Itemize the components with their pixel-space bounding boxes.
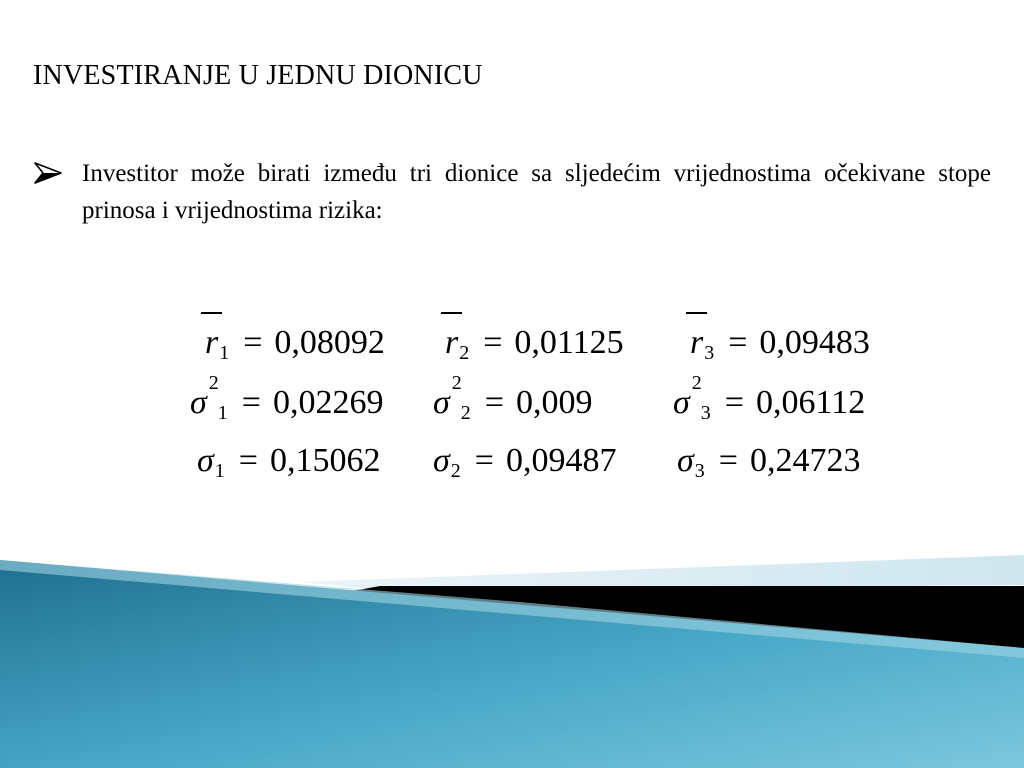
sigma-symbol: σ: [673, 384, 690, 421]
formula-value: 0,02269: [272, 384, 384, 421]
equals-sign: =: [241, 384, 261, 421]
subscript: 1: [214, 459, 225, 482]
equals-sign: =: [238, 442, 258, 479]
subscript: 2: [460, 401, 471, 424]
slide-title: INVESTIRANJE U JEDNU DIONICU: [33, 60, 483, 91]
subscript: 3: [704, 341, 715, 364]
equals-sign: =: [474, 442, 494, 479]
formula-value: 0,009: [515, 384, 593, 421]
footer-decoration: [0, 540, 1024, 768]
formula-value: 0,09483: [759, 324, 870, 361]
formula-var1: [190, 372, 384, 431]
formula-sd3: [677, 433, 860, 489]
subscript: 3: [694, 459, 705, 482]
equals-sign: =: [718, 442, 738, 479]
subscript: 3: [700, 401, 711, 424]
bullet-text: Investitor može birati između tri dionice sa sljedećim vrijednostima očekivane stope prinosa i vrijednostima rizika:: [82, 160, 991, 224]
formula-block: [185, 315, 895, 490]
r-bar-symbol: r: [445, 324, 459, 361]
subscript: 1: [219, 341, 230, 364]
equals-sign: =: [243, 324, 263, 361]
superscript: 2: [208, 372, 219, 394]
subscript: 2: [459, 341, 470, 364]
r-bar-symbol: r: [205, 324, 219, 361]
formula-value: 0,15062: [269, 442, 381, 479]
formula-var3: [673, 372, 866, 431]
equals-sign: =: [484, 384, 504, 421]
formula-value: 0,01125: [514, 324, 624, 361]
formula-value: 0,09487: [505, 442, 617, 479]
subscript: 2: [450, 459, 461, 482]
equals-sign: =: [724, 384, 744, 421]
superscript: 2: [451, 372, 462, 394]
formula-value: 0,06112: [755, 384, 866, 421]
formula-sd1: [197, 433, 380, 489]
formula-sd2: [433, 433, 616, 489]
light-band: [300, 555, 1024, 590]
sigma-symbol: σ: [197, 442, 214, 479]
arrow-bullet-icon: [33, 161, 63, 190]
sigma-symbol: σ: [677, 442, 694, 479]
sigma-symbol: σ: [433, 442, 450, 479]
subscript: 1: [217, 401, 228, 424]
r-bar-symbol: r: [690, 324, 704, 361]
equals-sign: =: [728, 324, 748, 361]
superscript: 2: [691, 372, 702, 394]
formula-var2: [433, 372, 593, 431]
formula-value: 0,08092: [274, 324, 385, 361]
formula-r1: [205, 315, 385, 371]
equals-sign: =: [483, 324, 503, 361]
formula-value: 0,24723: [749, 442, 861, 479]
sigma-symbol: σ: [190, 384, 207, 421]
sigma-symbol: σ: [433, 384, 450, 421]
bullet-item: [33, 155, 991, 229]
formula-r3: [690, 315, 870, 371]
formula-r2: [445, 315, 624, 371]
